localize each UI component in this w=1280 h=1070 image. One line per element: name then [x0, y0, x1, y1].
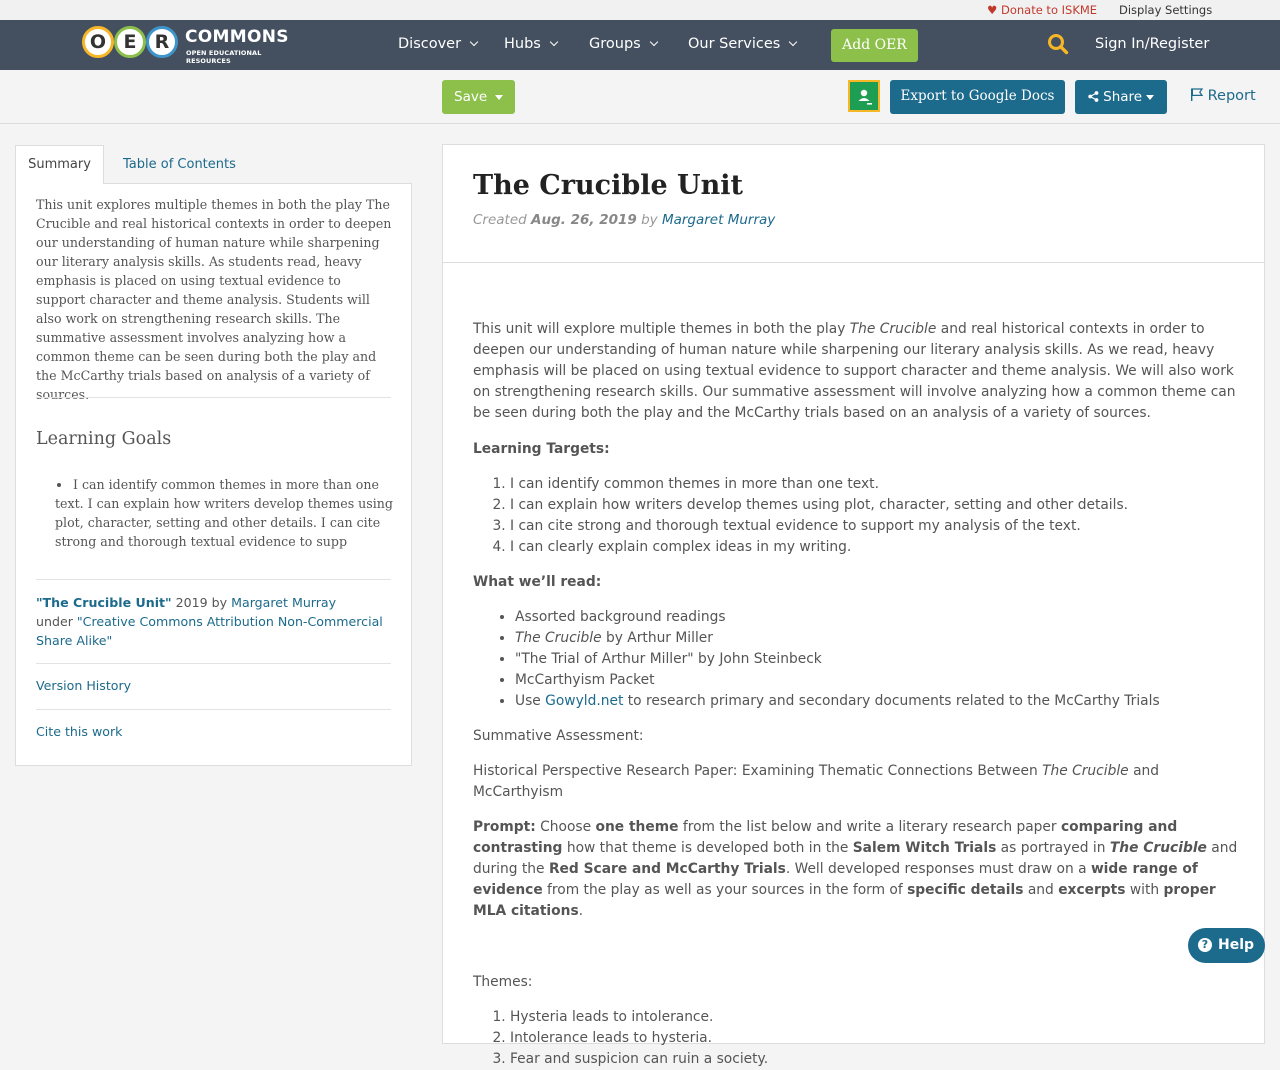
prompt-text: how that theme is developed both in the [562, 840, 853, 856]
author-link[interactable]: Margaret Murray [661, 212, 776, 228]
report-label: Report [1207, 88, 1256, 104]
save-label: Save [454, 89, 488, 105]
play-title: The Crucible [849, 321, 937, 337]
google-classroom-icon[interactable] [848, 80, 880, 112]
play-title: The Crucible [515, 630, 602, 646]
nav-our-services[interactable] [688, 36, 796, 52]
list-item: 3. Fear and suspicion can ruin a society. [510, 1049, 1238, 1070]
prompt-label: Prompt: [473, 819, 536, 835]
reading-author: by Arthur Miller [601, 630, 713, 646]
reading-list [473, 607, 1238, 712]
donate-link[interactable] [987, 3, 1097, 17]
learning-targets-label: Learning Targets: [473, 441, 610, 457]
created-label: Created [473, 212, 527, 228]
created-date: Aug. 26, 2019 [531, 212, 637, 228]
prompt-bold: proper MLA citations [473, 882, 1216, 919]
list-item: 3. I can cite strong and thorough textual evidence to support my analysis of the text. [510, 516, 1238, 537]
main-navbar [0, 20, 1280, 70]
prompt-text: . Well developed responses must draw on a [785, 861, 1091, 877]
list-item: 1. Hysteria leads to intolerance. [510, 1007, 1238, 1028]
list-item: • "The Trial of Arthur Miller" by John Steinbeck [515, 649, 1238, 670]
chevron-down-icon [550, 38, 558, 46]
nav-hubs[interactable] [504, 36, 557, 52]
paper-text: Historical Perspective Research Paper: Examining Thematic Connections Between [473, 763, 1043, 779]
tab-table-of-contents[interactable]: Table of Contents [123, 157, 236, 172]
report-link[interactable] [1190, 88, 1256, 104]
divider [36, 397, 391, 398]
prompt-paragraph [473, 817, 1238, 922]
logo-letter-r: R [146, 26, 178, 58]
list-item: 1. I can identify common themes in more than one text. [510, 474, 1238, 495]
divider [36, 663, 391, 664]
prompt-bold: comparing and contrasting [473, 819, 1178, 856]
prompt-bold: Salem Witch Trials [852, 840, 997, 856]
prompt-text: and [1023, 882, 1059, 898]
prompt-bold: one theme [595, 819, 679, 835]
prompt-bold: Red Scare and McCarthy Trials [548, 861, 786, 877]
export-google-docs-button[interactable]: Export to Google Docs [890, 80, 1065, 114]
themes-list [473, 1007, 1238, 1070]
learning-goals-heading: Learning Goals [36, 429, 172, 449]
list-item: • McCarthyism Packet [515, 670, 1238, 691]
bullet-icon [57, 483, 61, 487]
license-author-link[interactable]: Margaret Murray [231, 595, 337, 610]
share-label: Share [1103, 89, 1143, 105]
add-oer-button[interactable]: Add OER [831, 29, 918, 62]
summative-assessment-label: Summative Assessment: [473, 728, 644, 744]
reading-heading [473, 572, 1238, 593]
created-info [473, 212, 775, 228]
nav-groups-label: Groups [589, 36, 641, 52]
resource-content [442, 144, 1265, 1067]
intro-paragraph [473, 319, 1238, 424]
summary-text: This unit explores multiple themes in both the play The Crucible and real historical contexts in order to deepen our understanding of human nature while sharpening our literary analysis skills. As students read, heavy emphasis is placed on using textual evidence to support character and theme analysis. Students will also work on strengthening research skills. The summative assessment involves analyzing how a common theme can be seen during both the play and the McCarthy trials based on analysis of a variety of sources. [36, 197, 392, 402]
paper-text: and McCarthyism [473, 763, 1160, 800]
prompt-bold: wide range of evidence [473, 861, 1198, 898]
help-label: Help [1218, 937, 1255, 953]
divider [443, 262, 1264, 263]
search-icon[interactable] [1047, 33, 1069, 55]
sign-in-register-link[interactable]: Sign In/Register [1095, 36, 1210, 52]
play-title: The Crucible [1109, 840, 1207, 856]
prompt-bold: specific details [907, 882, 1024, 898]
logo-brand: COMMONS [185, 27, 289, 47]
logo-letter-o: O [82, 26, 114, 58]
created-by: by [641, 212, 658, 228]
resource-title-link[interactable]: "The Crucible Unit" [36, 595, 172, 610]
learning-targets-list [473, 474, 1238, 558]
license-year-by: 2019 by [171, 595, 232, 610]
prompt-bold: excerpts [1058, 882, 1126, 898]
prompt-text: from the list below and write a literary research paper [678, 819, 1061, 835]
caret-down-icon [495, 95, 503, 100]
question-icon: ? [1198, 938, 1212, 952]
research-paper-line [473, 761, 1238, 803]
gowyld-link[interactable]: Gowyld.net [545, 693, 624, 709]
list-item [515, 691, 1238, 712]
prompt-text: from the play as well as your sources in the form of [542, 882, 908, 898]
reading-label: What we’ll read: [473, 574, 602, 590]
summary-panel [15, 183, 412, 766]
share-button[interactable] [1075, 80, 1167, 114]
prompt-text: Choose [535, 819, 596, 835]
prompt-text: with [1125, 882, 1164, 898]
share-icon [1088, 91, 1099, 102]
help-button[interactable] [1188, 928, 1265, 963]
intro-text: and real historical contexts in order to deepen our understanding of human nature while sharpening our literary analysis skills. As we read, heavy emphasis will be placed on using textual evidence to support character and theme analysis. We will also work on strengthening research skills. Our summative assessment will involve analyzing how a common theme can be seen during both the play and the McCarthy trials based on an analysis of a variety of sources. [473, 321, 1236, 421]
nav-discover[interactable] [398, 36, 477, 52]
logo-letter-e: E [114, 26, 146, 58]
license-info [36, 593, 392, 650]
cite-this-work-link[interactable]: Cite this work [36, 724, 123, 739]
list-item: 2. Intolerance leads to hysteria. [510, 1028, 1238, 1049]
content-body [473, 319, 1238, 1070]
play-title: The Crucible [1042, 763, 1129, 779]
nav-groups[interactable] [589, 36, 657, 52]
utility-bar [0, 0, 1280, 20]
nav-hubs-label: Hubs [504, 36, 541, 52]
save-button[interactable] [442, 80, 515, 114]
chevron-down-icon [470, 38, 478, 46]
prompt-text: as portrayed in [996, 840, 1110, 856]
prompt-text: . [578, 903, 584, 919]
flag-icon [1190, 88, 1203, 101]
list-item: 4. I can clearly explain complex ideas in my writing. [510, 537, 1238, 558]
license-under: under [36, 614, 77, 629]
prompt-text: and during the [473, 840, 1238, 877]
tab-summary[interactable]: Summary [15, 145, 104, 184]
nav-discover-label: Discover [398, 36, 462, 52]
page-title: The Crucible Unit [473, 170, 743, 201]
license-link[interactable]: "Creative Commons Attribution Non-Commercial Share Alike" [36, 614, 383, 648]
heart-icon: ♥ [987, 3, 998, 17]
divider [36, 709, 391, 710]
version-history-link[interactable]: Version History [36, 678, 132, 693]
learning-targets-heading [473, 439, 1238, 460]
caret-down-icon [1146, 95, 1154, 100]
divider [36, 579, 391, 580]
list-item: • Assorted background readings [515, 607, 1238, 628]
chevron-down-icon [789, 38, 797, 46]
list-item: 2. I can explain how writers develop themes using plot, character, setting and other details. [510, 495, 1238, 516]
learning-goal-item [55, 475, 395, 551]
reading-text: Use [515, 693, 546, 709]
display-settings-link[interactable]: Display Settings [1119, 3, 1213, 17]
donate-label: Donate to ISKME [1000, 3, 1098, 17]
oer-commons-logo[interactable] [82, 25, 292, 65]
nav-our-services-label: Our Services [688, 36, 781, 52]
learning-goal-text: I can identify common themes in more than one text. I can explain how writers develop themes using plot, character, setting and other details. I can cite strong and thorough textual evidence to supp [55, 477, 393, 549]
logo-tagline: OPEN EDUCATIONAL RESOURCES [186, 49, 262, 65]
reading-text: to research primary and secondary documents related to the McCarthy Trials [623, 693, 1160, 709]
list-item [515, 628, 1238, 649]
themes-label: Themes: [473, 974, 533, 990]
chevron-down-icon [649, 38, 657, 46]
intro-text: This unit will explore multiple themes in both the play [473, 321, 850, 337]
resource-toolbar [0, 70, 1280, 124]
